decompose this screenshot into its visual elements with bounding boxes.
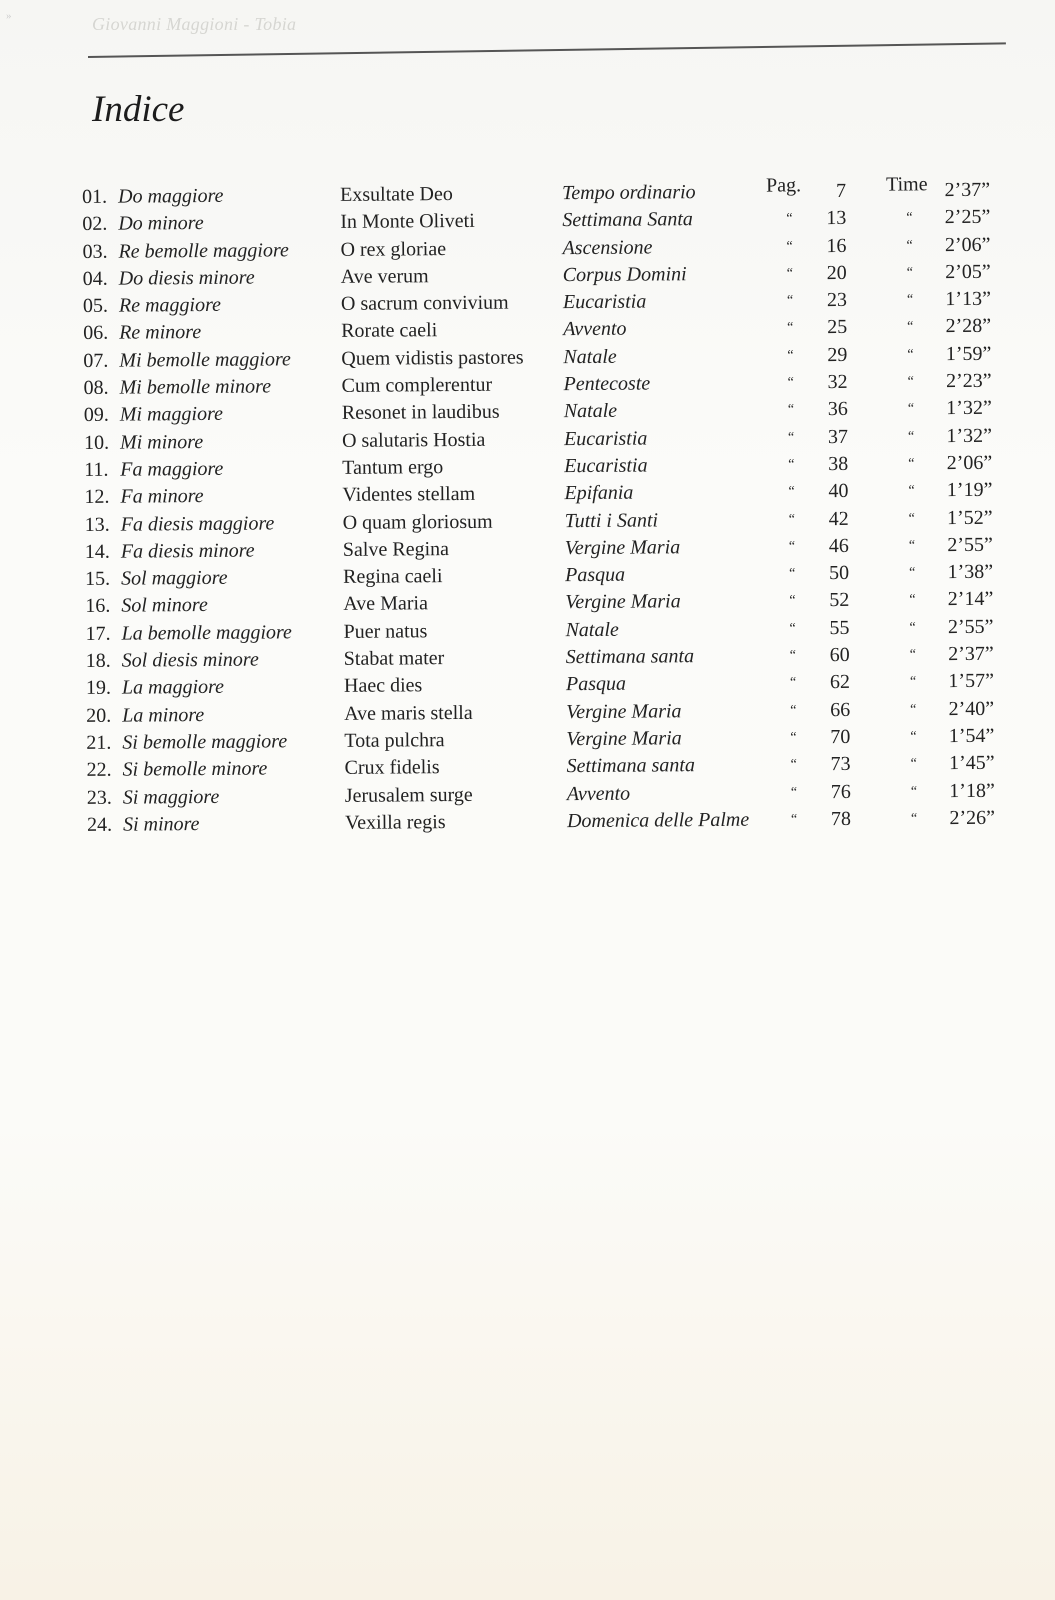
entry-key: Sol minore — [121, 594, 208, 618]
time-ditto-mark: “ — [906, 292, 914, 308]
entry-title: O salutaris Hostia — [341, 428, 486, 452]
pag-ditto-mark: “ — [790, 702, 797, 719]
entry-title: O quam gloriosum — [342, 510, 493, 534]
entry-occasion: Settimana Santa — [562, 208, 693, 232]
entry-title: Cum complerentur — [341, 373, 493, 397]
pag-ditto-mark: “ — [789, 675, 797, 691]
entry-title: Regina caeli — [343, 565, 443, 589]
entry-title: In Monte Oliveti — [340, 210, 475, 234]
entry-title: Ave maris stella — [344, 701, 473, 725]
entry-time: 1’19” — [946, 479, 993, 502]
time-ditto-mark: “ — [907, 374, 914, 390]
entry-number: 05. — [82, 294, 109, 318]
entry-occasion: Pasqua — [565, 563, 626, 587]
entry-occasion: Natale — [563, 400, 618, 423]
pag-column-label: Pag. — [765, 174, 802, 197]
entry-number: 17. — [85, 622, 111, 645]
entry-title: Tantum ergo — [342, 456, 444, 479]
entry-page: 52 — [829, 589, 850, 612]
entry-key: Re minore — [119, 321, 202, 345]
entry-number: 24. — [86, 813, 113, 836]
entry-number: 11. — [84, 458, 109, 481]
entry-page: 76 — [830, 780, 851, 803]
entry-occasion: Pasqua — [565, 673, 627, 696]
time-ditto-mark: “ — [906, 265, 914, 281]
entry-page: 70 — [830, 725, 851, 749]
entry-number: 20. — [86, 704, 112, 727]
entry-time: 1’54” — [948, 724, 995, 748]
time-ditto-mark: “ — [907, 319, 914, 335]
entry-page: 7 — [835, 179, 847, 203]
entry-time: 1’38” — [947, 560, 994, 584]
entry-time: 2’55” — [947, 615, 994, 638]
entry-title: Tota pulchra — [344, 729, 445, 752]
entry-occasion: Vergine Maria — [564, 536, 681, 560]
entry-occasion: Eucaristia — [564, 454, 648, 478]
entry-occasion: Corpus Domini — [562, 263, 687, 287]
entry-time: 2’37” — [944, 178, 991, 202]
entry-occasion: Natale — [565, 618, 619, 641]
time-ditto-mark: “ — [906, 210, 913, 226]
entry-page: 78 — [830, 807, 852, 830]
entry-time: 1’57” — [948, 670, 995, 693]
entry-title: O sacrum convivium — [340, 291, 509, 316]
entry-page: 32 — [827, 371, 848, 394]
entry-number: 03. — [82, 240, 108, 263]
entry-key: Si maggiore — [122, 785, 220, 809]
time-ditto-mark: “ — [910, 783, 918, 799]
entry-key: Do maggiore — [118, 184, 224, 208]
entry-time: 1’52” — [947, 506, 993, 529]
entry-number: 18. — [85, 649, 111, 672]
entry-time: 2’55” — [947, 533, 993, 557]
entry-occasion: Tutti i Santi — [564, 509, 659, 532]
pag-ditto-mark: “ — [788, 457, 795, 473]
time-ditto-mark: “ — [910, 811, 918, 827]
time-column-label: Time — [885, 173, 928, 196]
entry-number: 23. — [86, 786, 112, 809]
entry-occasion: Settimana santa — [566, 754, 696, 778]
time-ditto-mark: “ — [909, 620, 916, 636]
time-ditto-mark: “ — [910, 729, 917, 745]
entry-key: Sol diesis minore — [121, 648, 259, 672]
entry-page: 25 — [827, 316, 848, 339]
margin-mark: » — [6, 10, 12, 22]
entry-key: La bemolle maggiore — [121, 621, 292, 645]
entry-title: Exsultate Deo — [340, 183, 453, 206]
entry-key: La minore — [122, 703, 205, 727]
entry-page: 13 — [826, 207, 847, 230]
entry-occasion: Epifania — [564, 481, 634, 505]
pag-ditto-mark: “ — [790, 784, 798, 800]
entry-key: Si bemolle maggiore — [122, 730, 288, 754]
index-rows — [76, 177, 1021, 839]
entry-key: Re bemolle maggiore — [118, 238, 289, 263]
pag-ditto-mark: “ — [789, 593, 796, 609]
time-ditto-mark: “ — [906, 238, 913, 254]
entry-title: Ave verum — [340, 265, 429, 288]
entry-time: 2’14” — [947, 588, 994, 611]
entry-occasion: Eucaristia — [562, 290, 647, 314]
entry-key: Si minore — [122, 812, 200, 836]
entry-title: Resonet in laudibus — [341, 401, 500, 425]
entry-time: 1’45” — [948, 752, 995, 775]
entry-key: Si bemolle minore — [122, 757, 268, 781]
entry-page: 37 — [827, 425, 849, 448]
entry-number: 08. — [83, 376, 109, 400]
entry-occasion: Avvento — [563, 318, 627, 341]
entry-occasion: Settimana santa — [565, 645, 695, 669]
entry-time: 1’59” — [945, 342, 992, 365]
entry-number: 15. — [85, 567, 111, 591]
entry-time: 1’18” — [949, 779, 995, 802]
entry-title: Puer natus — [343, 620, 428, 643]
pag-ditto-mark: “ — [788, 539, 796, 555]
entry-page: 36 — [827, 398, 848, 421]
entry-occasion: Ascensione — [562, 236, 653, 259]
running-head: Giovanni Maggioni - Tobia — [92, 14, 297, 34]
time-ditto-mark: “ — [908, 538, 916, 554]
entry-page: 29 — [827, 343, 848, 366]
time-ditto-mark: “ — [908, 510, 915, 527]
time-ditto-mark: “ — [907, 429, 915, 445]
entry-number: 04. — [82, 267, 108, 290]
pag-ditto-mark: “ — [787, 320, 794, 336]
entry-time: 1’13” — [945, 288, 992, 311]
entry-key: La maggiore — [121, 676, 225, 699]
entry-number: 13. — [84, 513, 110, 536]
entry-key: Fa diesis minore — [120, 539, 255, 563]
entry-title: Rorate caeli — [341, 319, 438, 343]
time-ditto-mark: “ — [907, 401, 915, 417]
entry-key: Do minore — [118, 212, 204, 235]
entry-key: Mi bemolle minore — [119, 375, 272, 399]
page-title: Indice — [92, 89, 185, 130]
pag-ditto-mark: “ — [787, 348, 794, 364]
entry-occasion: Tempo ordinario — [562, 181, 696, 205]
time-ditto-mark: “ — [909, 647, 917, 663]
entry-page: 50 — [828, 562, 850, 585]
entry-time: 2’06” — [944, 233, 991, 256]
pag-ditto-mark: “ — [789, 648, 797, 664]
entry-page: 55 — [829, 616, 850, 639]
entry-occasion: Eucaristia — [563, 427, 648, 450]
pag-ditto-mark: “ — [786, 266, 794, 282]
pag-ditto-mark: “ — [787, 375, 794, 391]
pag-ditto-mark: “ — [787, 402, 795, 418]
entry-title: Haec dies — [343, 674, 423, 698]
entry-title: Salve Regina — [342, 537, 450, 561]
entry-number: 21. — [86, 731, 112, 754]
entry-number: 16. — [85, 595, 111, 618]
entry-occasion: Avvento — [566, 782, 631, 805]
pag-ditto-mark: “ — [786, 293, 794, 309]
entry-page: 62 — [829, 671, 851, 694]
entry-key: Sol maggiore — [121, 566, 228, 590]
entry-page: 73 — [830, 753, 851, 776]
entry-page: 20 — [826, 261, 847, 284]
entry-key: Fa minore — [120, 485, 204, 508]
entry-time: 2’23” — [945, 369, 992, 393]
time-ditto-mark: “ — [908, 483, 915, 499]
entry-number: 19. — [85, 677, 112, 700]
time-ditto-mark: “ — [909, 674, 917, 690]
pag-ditto-mark: “ — [786, 211, 793, 227]
pag-ditto-mark: “ — [789, 566, 796, 582]
entry-title: Quem vidistis pastores — [341, 346, 524, 370]
time-ditto-mark: “ — [907, 347, 914, 363]
time-ditto-mark: “ — [910, 702, 917, 718]
entry-number: 06. — [83, 322, 109, 345]
entry-title: Vexilla regis — [344, 810, 446, 834]
pag-ditto-mark: “ — [790, 730, 797, 746]
entry-occasion: Pentecoste — [563, 372, 651, 396]
entry-page: 40 — [828, 480, 849, 503]
entry-number: 09. — [83, 404, 109, 427]
entry-title: Crux fidelis — [344, 756, 440, 780]
entry-page: 42 — [828, 507, 849, 530]
pag-ditto-mark: “ — [787, 430, 795, 446]
entry-key: Fa maggiore — [120, 457, 224, 481]
entry-title: Ave Maria — [343, 592, 428, 616]
entry-time: 2’05” — [945, 260, 991, 284]
time-ditto-mark: “ — [909, 592, 916, 608]
entry-time: 2’28” — [945, 315, 992, 338]
entry-occasion: Vergine Maria — [565, 590, 681, 614]
entry-time: 2’37” — [948, 642, 994, 666]
entry-number: 10. — [83, 431, 110, 454]
pag-ditto-mark: “ — [790, 812, 798, 828]
entry-title: Stabat mater — [343, 647, 445, 670]
entry-key: Mi maggiore — [119, 403, 224, 427]
entry-time: 1’32” — [946, 424, 993, 447]
entry-title: Videntes stellam — [342, 483, 476, 507]
entry-number: 07. — [83, 349, 109, 372]
entry-page: 38 — [828, 452, 849, 476]
pag-ditto-mark: “ — [786, 238, 793, 255]
header-rule — [88, 42, 1006, 58]
entry-key: Mi minore — [119, 430, 204, 454]
entry-page: 46 — [828, 534, 849, 557]
entry-page: 16 — [826, 234, 847, 257]
index-table — [76, 173, 1021, 839]
time-ditto-mark: “ — [910, 756, 917, 772]
entry-occasion: Vergine Maria — [566, 699, 682, 723]
entry-time: 2’06” — [946, 451, 993, 475]
time-ditto-mark: “ — [909, 565, 916, 581]
entry-key: Mi bemolle maggiore — [119, 348, 291, 372]
entry-number: 01. — [82, 185, 108, 208]
entry-time: 2’26” — [949, 806, 996, 829]
time-ditto-mark: “ — [908, 456, 915, 472]
entry-title: Jerusalem surge — [344, 783, 473, 807]
entry-time: 1’32” — [946, 397, 992, 420]
entry-number: 02. — [82, 213, 108, 236]
entry-page: 66 — [830, 698, 851, 721]
entry-page: 60 — [829, 643, 850, 667]
entry-number: 12. — [84, 486, 110, 509]
entry-occasion: Natale — [563, 345, 617, 368]
pag-ditto-mark: “ — [789, 621, 796, 637]
pag-ditto-mark: “ — [788, 511, 795, 527]
entry-number: 22. — [86, 758, 112, 782]
entry-page: 23 — [826, 289, 848, 312]
entry-key: Fa diesis maggiore — [120, 512, 275, 536]
entry-time: 2’25” — [944, 206, 991, 229]
entry-occasion: Domenica delle Palme — [566, 808, 750, 832]
entry-number: 14. — [84, 540, 110, 563]
pag-ditto-mark: “ — [790, 757, 797, 773]
entry-occasion: Vergine Maria — [566, 727, 682, 751]
pag-ditto-mark: “ — [788, 484, 795, 500]
entry-key: Do diesis minore — [118, 266, 255, 290]
entry-key: Re maggiore — [118, 294, 222, 317]
entry-time: 2’40” — [948, 697, 995, 720]
entry-title: O rex gloriae — [340, 237, 447, 261]
